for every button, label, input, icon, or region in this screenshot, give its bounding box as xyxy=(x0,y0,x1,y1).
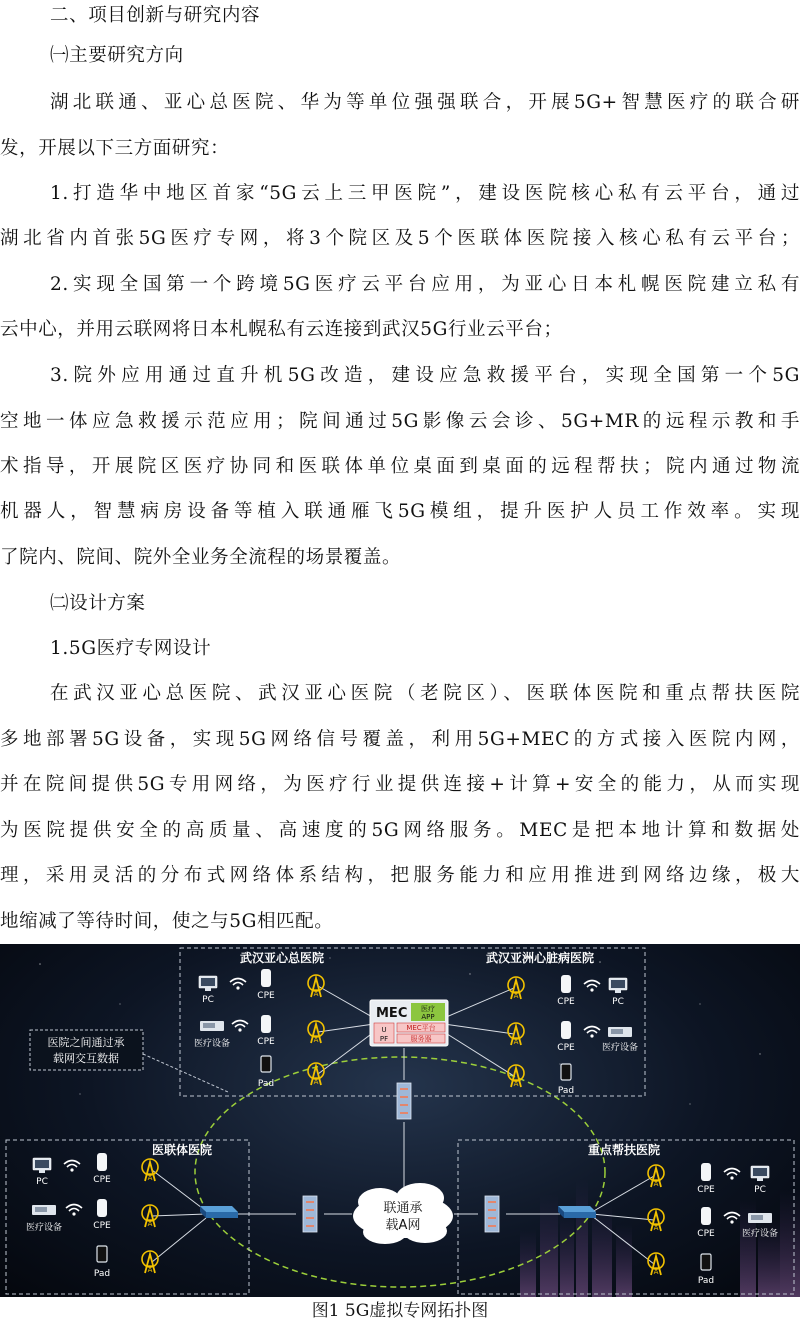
pad-icon xyxy=(261,1056,271,1072)
note-text-1: 医院之间通过承 xyxy=(47,1036,125,1049)
cpe-icon xyxy=(261,1015,271,1033)
paragraph-line: 湖北联通、亚心总医院、华为等单位强强联合，开展5G+智慧医疗的联合研 xyxy=(50,92,800,113)
mec-label: MEC xyxy=(376,1006,408,1021)
cpe-icon xyxy=(97,1199,107,1217)
cpe-icon xyxy=(701,1207,711,1225)
cpe-label: CPE xyxy=(257,1037,275,1047)
wifi-icon xyxy=(724,1169,740,1180)
paragraph-line: 在武汉亚心总医院、武汉亚心医院（老院区）、医联体医院和重点帮扶医院 xyxy=(50,683,800,704)
antenna-letter: A xyxy=(313,990,319,998)
pad-label: Pad xyxy=(93,1269,111,1279)
paragraph-line: 3.院外应用通过直升机5G改造，建设应急救援平台，实现全国第一个5G xyxy=(50,365,800,386)
pc-label: PC xyxy=(202,995,214,1005)
subsection-heading: ㈡设计方案 xyxy=(50,593,146,614)
cpe-icon xyxy=(561,975,571,993)
hospital-title-b: 武汉亚洲心脏病医院 xyxy=(485,951,595,965)
pc-label: PC xyxy=(36,1177,48,1187)
switch-icon xyxy=(200,1206,238,1218)
note-leader xyxy=(143,1054,228,1092)
medical-device-icon xyxy=(608,1027,632,1037)
figure-caption: 图1 5G虚拟专网拓扑图 xyxy=(311,1301,489,1321)
paragraph-line: 2.实现全国第一个跨境5G医疗云平台应用，为亚心日本札幌医院建立私有 xyxy=(50,274,800,295)
pc-icon xyxy=(609,978,627,993)
medical-device-label: 医疗设备 xyxy=(601,1043,639,1053)
section-heading: 二、项目创新与研究内容 xyxy=(50,5,261,26)
paragraph-line: 并在院间提供5G专用网络，为医疗行业提供连接+计算+安全的能力，从而实现 xyxy=(0,774,800,795)
antenna-letter: A xyxy=(147,1266,153,1274)
medical-device-label: 医疗设备 xyxy=(741,1229,779,1239)
wifi-icon xyxy=(724,1213,740,1224)
mec-app-2: APP xyxy=(421,1013,435,1021)
subsection-heading: ㈠主要研究方向 xyxy=(50,45,184,66)
cpe-label: CPE xyxy=(93,1175,111,1185)
cpe-label: CPE xyxy=(93,1221,111,1231)
antenna-letter: A xyxy=(653,1180,659,1188)
paragraph-line: 理，采用灵活的分布式网络体系结构，把服务能力和应用推进到网络边缘，极大 xyxy=(0,865,800,886)
pad-icon xyxy=(561,1064,571,1080)
mec-app-1: 医疗 xyxy=(421,1005,435,1013)
wifi-icon xyxy=(232,1021,248,1032)
network-topology-figure xyxy=(0,944,800,1297)
firewall-icon xyxy=(485,1196,499,1232)
note-text-2: 载网交互数据 xyxy=(53,1052,119,1065)
wifi-icon xyxy=(584,1027,600,1038)
antenna-letter: A xyxy=(513,992,519,1000)
pc-icon xyxy=(751,1166,769,1181)
carrier-network-cloud xyxy=(353,1183,453,1244)
paragraph-line: 云中心，并用云联网将日本札幌私有云连接到武汉5G行业云平台； xyxy=(0,319,563,340)
wifi-icon xyxy=(64,1161,80,1172)
pad-icon xyxy=(701,1254,711,1270)
pc-icon xyxy=(33,1158,51,1173)
cloud-label-2: 载A网 xyxy=(385,1218,421,1233)
item-heading: 1.5G医疗专网设计 xyxy=(50,638,212,659)
cloud-label-1: 联通承 xyxy=(383,1201,423,1216)
antenna-letter: A xyxy=(147,1220,153,1228)
cpe-icon xyxy=(97,1153,107,1171)
medical-device-label: 医疗设备 xyxy=(25,1223,63,1233)
antenna-letter: A xyxy=(313,1078,319,1086)
firewall-icon xyxy=(397,1083,411,1119)
pad-label: Pad xyxy=(697,1276,715,1286)
pc-icon xyxy=(199,976,217,991)
antenna-letter: A xyxy=(313,1036,319,1044)
antenna-letter: A xyxy=(513,1038,519,1046)
cpe-label: CPE xyxy=(697,1185,715,1195)
mec-pf: PF xyxy=(379,1035,389,1043)
wifi-icon xyxy=(584,981,600,992)
medical-device-icon xyxy=(200,1021,224,1031)
cpe-icon xyxy=(261,969,271,987)
antenna-letter: A xyxy=(513,1080,519,1088)
paragraph-line: 地缩减了等待时间，使之与5G相匹配。 xyxy=(0,911,334,932)
paragraph-line: 湖北省内首张5G医疗专网，将3个院区及5个医联体医院接入核心私有云平台； xyxy=(0,228,800,249)
cpe-icon xyxy=(701,1163,711,1181)
cpe-label: CPE xyxy=(557,1043,575,1053)
paragraph-line: 机器人，智慧病房设备等植入联通雁飞5G模组，提升医护人员工作效率。实现 xyxy=(0,501,800,522)
paragraph-line: 为医院提供安全的高质量、高速度的5G网络服务。MEC是把本地计算和数据处 xyxy=(0,820,800,841)
paragraph-line: 多地部署5G设备，实现5G网络信号覆盖，利用5G+MEC的方式接入医院内网， xyxy=(0,729,800,750)
paragraph-line: 发，开展以下三方面研究： xyxy=(0,138,230,159)
hospital-title-a: 武汉亚心总医院 xyxy=(239,951,325,965)
topology-diagram xyxy=(0,944,800,1297)
paragraph-line: 术指导，开展院区医疗协同和医联体单位桌面到桌面的远程帮扶；院内通过物流 xyxy=(0,456,800,477)
pad-label: Pad xyxy=(557,1086,575,1096)
paragraph-line: 1.打造华中地区首家“5G云上三甲医院”，建设医院核心私有云平台，通过 xyxy=(50,183,800,204)
pc-label: PC xyxy=(612,997,624,1007)
pad-label: Pad xyxy=(257,1079,275,1089)
mec-node xyxy=(370,1000,448,1046)
medical-device-label: 医疗设备 xyxy=(193,1039,231,1049)
hospital-title-d: 重点帮扶医院 xyxy=(587,1143,661,1157)
mec-platform: MEC平台 xyxy=(406,1024,436,1032)
hospital-title-c: 医联体医院 xyxy=(151,1143,213,1157)
mec-u: U xyxy=(381,1026,387,1034)
mec-server: 服务器 xyxy=(410,1035,432,1043)
pad-icon xyxy=(97,1246,107,1262)
switch-icon xyxy=(558,1206,596,1218)
cpe-label: CPE xyxy=(257,991,275,1001)
cpe-label: CPE xyxy=(557,997,575,1007)
antenna-letter: A xyxy=(653,1268,659,1276)
pc-label: PC xyxy=(754,1185,766,1195)
firewall-icon xyxy=(303,1196,317,1232)
antenna-letter: A xyxy=(653,1224,659,1232)
hospital-c-devices xyxy=(26,1153,158,1279)
wifi-icon xyxy=(66,1205,82,1216)
medical-device-icon xyxy=(748,1213,772,1223)
hospital-b-devices xyxy=(508,975,638,1096)
cpe-icon xyxy=(561,1021,571,1039)
paragraph-line: 空地一体应急救援示范应用；院间通过5G影像云会诊、5G+MR的远程示教和手 xyxy=(0,411,800,432)
wifi-icon xyxy=(230,979,246,990)
cpe-label: CPE xyxy=(697,1229,715,1239)
medical-device-icon xyxy=(32,1205,56,1215)
antenna-letter: A xyxy=(147,1174,153,1182)
paragraph-line: 了院内、院间、院外全业务全流程的场景覆盖。 xyxy=(0,547,402,568)
